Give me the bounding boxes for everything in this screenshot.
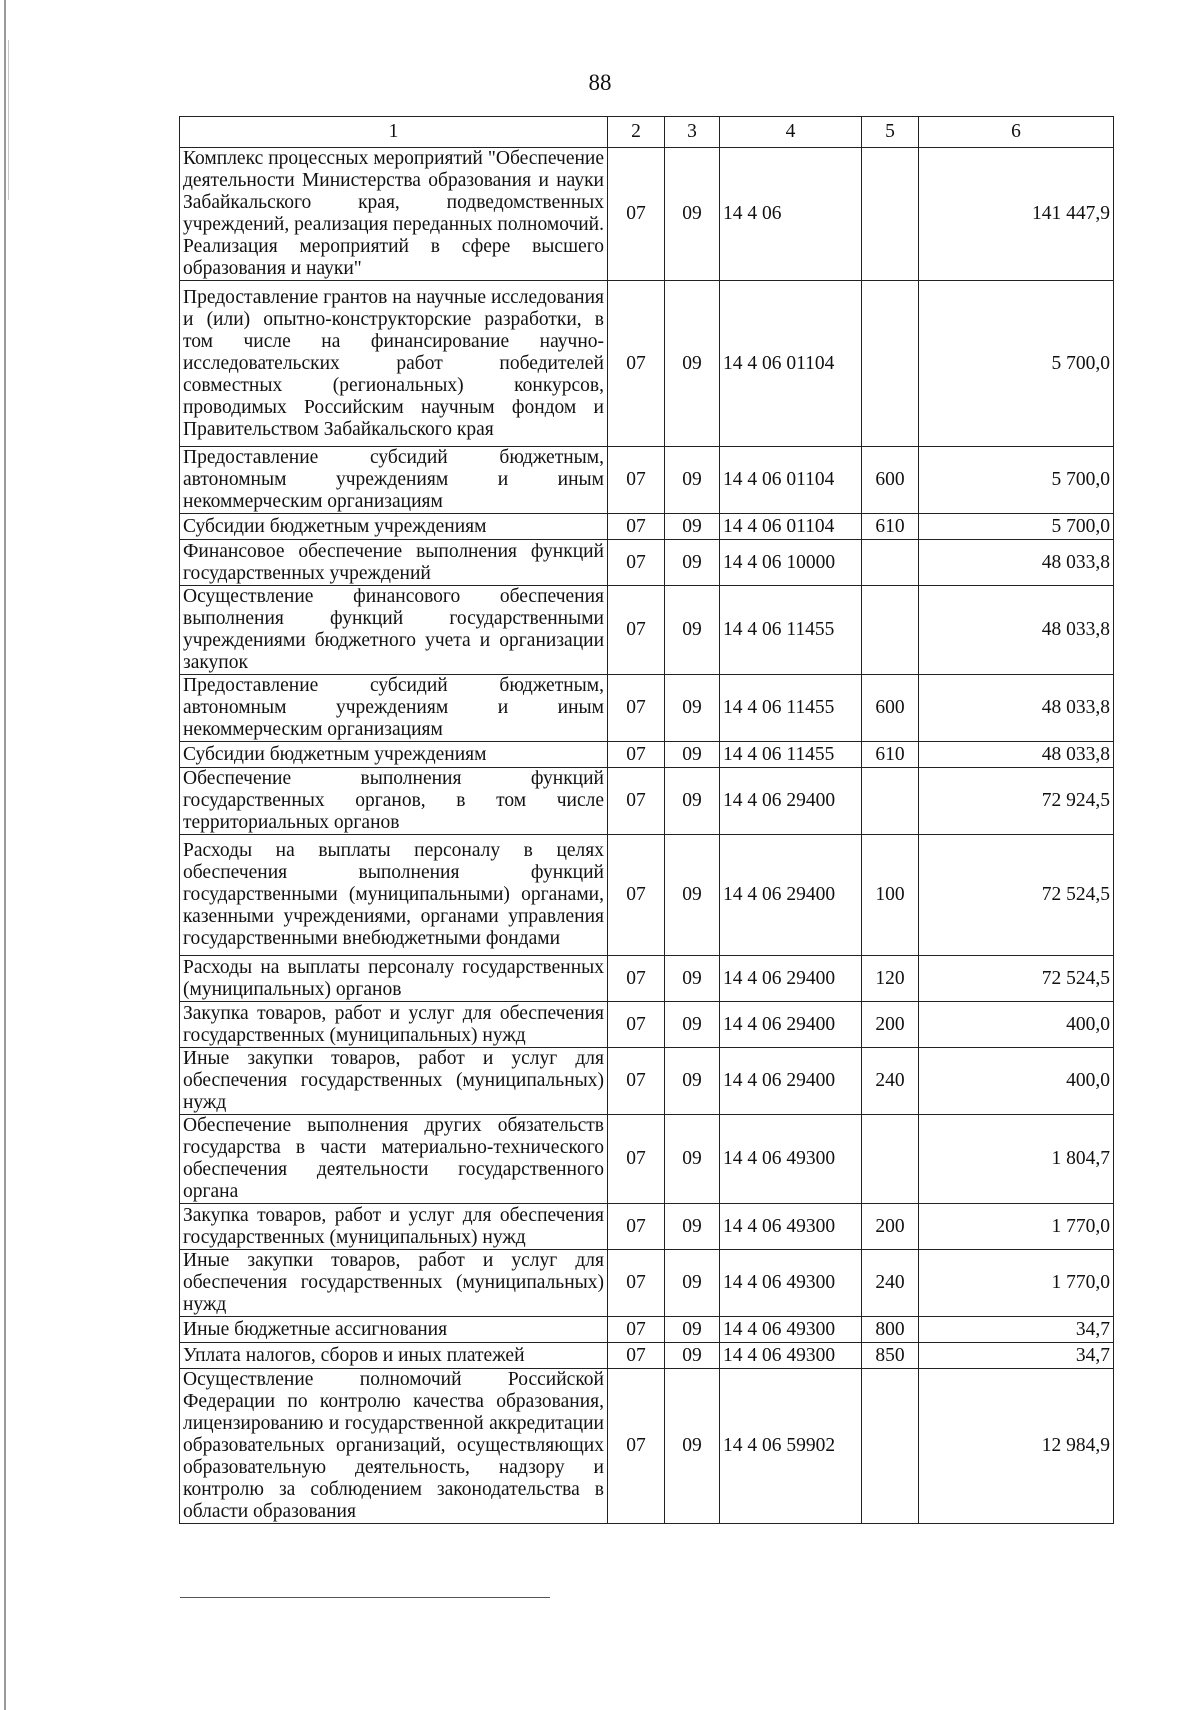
row-target-article: 14 4 06 59902 bbox=[720, 1369, 862, 1524]
table-row bbox=[180, 540, 1114, 586]
row-section: 07 bbox=[608, 1343, 665, 1369]
row-expense-type bbox=[862, 148, 919, 281]
row-subsection: 09 bbox=[665, 1317, 720, 1343]
row-subsection: 09 bbox=[665, 1250, 720, 1317]
row-target-article: 14 4 06 11455 bbox=[720, 586, 862, 675]
row-expense-type bbox=[862, 768, 919, 835]
row-target-article: 14 4 06 01104 bbox=[720, 514, 862, 540]
row-amount: 12 984,9 bbox=[919, 1369, 1114, 1524]
row-target-article: 14 4 06 29400 bbox=[720, 1048, 862, 1115]
row-expense-type: 240 bbox=[862, 1048, 919, 1115]
row-name: Осуществление финансового обеспечения выполнения функций государственными учреждениями бюджетного учета и организации закупок bbox=[180, 586, 608, 675]
row-expense-type: 600 bbox=[862, 447, 919, 514]
row-expense-type bbox=[862, 1369, 919, 1524]
table-row bbox=[180, 956, 1114, 1002]
row-name: Расходы на выплаты персоналу государственных (муниципальных) органов bbox=[180, 956, 608, 1002]
row-amount: 5 700,0 bbox=[919, 447, 1114, 514]
row-amount: 48 033,8 bbox=[919, 586, 1114, 675]
row-section: 07 bbox=[608, 956, 665, 1002]
row-name: Финансовое обеспечение выполнения функций государственных учреждений bbox=[180, 540, 608, 586]
row-subsection: 09 bbox=[665, 742, 720, 768]
row-amount: 72 524,5 bbox=[919, 956, 1114, 1002]
row-subsection: 09 bbox=[665, 586, 720, 675]
table-row bbox=[180, 1343, 1114, 1369]
scan-edge-line bbox=[8, 40, 9, 200]
row-section: 07 bbox=[608, 835, 665, 956]
row-amount: 1 770,0 bbox=[919, 1204, 1114, 1250]
row-amount: 1 804,7 bbox=[919, 1115, 1114, 1204]
row-section: 07 bbox=[608, 1369, 665, 1524]
row-target-article: 14 4 06 49300 bbox=[720, 1204, 862, 1250]
row-name: Закупка товаров, работ и услуг для обеспечения государственных (муниципальных) нужд bbox=[180, 1002, 608, 1048]
row-section: 07 bbox=[608, 586, 665, 675]
row-name: Осуществление полномочий Российской Федерации по контролю качества образования, лицензированию и государственной аккредитации образовательных организаций, осуществляющих образовательную деятельность, надзору и контролю за соблюдением законодательства в области образования bbox=[180, 1369, 608, 1524]
row-section: 07 bbox=[608, 768, 665, 835]
row-expense-type: 850 bbox=[862, 1343, 919, 1369]
row-section: 07 bbox=[608, 1317, 665, 1343]
page-number: 88 bbox=[588, 70, 612, 95]
row-section: 07 bbox=[608, 447, 665, 514]
col-header-section: 2 bbox=[608, 117, 665, 148]
row-amount: 72 924,5 bbox=[919, 768, 1114, 835]
table-row bbox=[180, 675, 1114, 742]
row-section: 07 bbox=[608, 675, 665, 742]
row-amount: 141 447,9 bbox=[919, 148, 1114, 281]
col-header-name: 1 bbox=[180, 117, 608, 148]
row-section: 07 bbox=[608, 540, 665, 586]
row-subsection: 09 bbox=[665, 768, 720, 835]
row-expense-type: 200 bbox=[862, 1204, 919, 1250]
row-subsection: 09 bbox=[665, 1115, 720, 1204]
row-name: Уплата налогов, сборов и иных платежей bbox=[180, 1343, 608, 1369]
row-target-article: 14 4 06 49300 bbox=[720, 1317, 862, 1343]
row-subsection: 09 bbox=[665, 835, 720, 956]
row-subsection: 09 bbox=[665, 514, 720, 540]
row-name: Иные бюджетные ассигнования bbox=[180, 1317, 608, 1343]
row-subsection: 09 bbox=[665, 956, 720, 1002]
table-row bbox=[180, 1204, 1114, 1250]
row-name: Предоставление субсидий бюджетным, автономным учреждениям и иным некоммерческим организациям bbox=[180, 675, 608, 742]
row-target-article: 14 4 06 bbox=[720, 148, 862, 281]
row-section: 07 bbox=[608, 514, 665, 540]
row-expense-type: 800 bbox=[862, 1317, 919, 1343]
row-target-article: 14 4 06 29400 bbox=[720, 835, 862, 956]
row-target-article: 14 4 06 10000 bbox=[720, 540, 862, 586]
row-subsection: 09 bbox=[665, 1369, 720, 1524]
row-section: 07 bbox=[608, 1115, 665, 1204]
row-target-article: 14 4 06 01104 bbox=[720, 281, 862, 447]
row-amount: 5 700,0 bbox=[919, 514, 1114, 540]
row-name: Иные закупки товаров, работ и услуг для обеспечения государственных (муниципальных) нужд bbox=[180, 1048, 608, 1115]
row-name: Предоставление субсидий бюджетным, автономным учреждениям и иным некоммерческим организациям bbox=[180, 447, 608, 514]
row-section: 07 bbox=[608, 148, 665, 281]
row-subsection: 09 bbox=[665, 1002, 720, 1048]
row-section: 07 bbox=[608, 1204, 665, 1250]
row-name: Расходы на выплаты персоналу в целях обеспечения выполнения функций государственными (муниципальными) органами, казенными учреждениями, органами управления государственными внебюджетными фондами bbox=[180, 835, 608, 956]
row-target-article: 14 4 06 01104 bbox=[720, 447, 862, 514]
budget-table bbox=[179, 116, 1114, 1524]
header-row bbox=[180, 117, 1114, 148]
table-row bbox=[180, 742, 1114, 768]
row-expense-type: 610 bbox=[862, 742, 919, 768]
table-row bbox=[180, 1317, 1114, 1343]
col-header-target-article: 4 bbox=[720, 117, 862, 148]
col-header-expense-type: 5 bbox=[862, 117, 919, 148]
row-subsection: 09 bbox=[665, 148, 720, 281]
row-subsection: 09 bbox=[665, 1343, 720, 1369]
row-amount: 48 033,8 bbox=[919, 742, 1114, 768]
row-amount: 48 033,8 bbox=[919, 540, 1114, 586]
row-expense-type bbox=[862, 281, 919, 447]
row-subsection: 09 bbox=[665, 281, 720, 447]
row-amount: 5 700,0 bbox=[919, 281, 1114, 447]
row-name: Субсидии бюджетным учреждениям bbox=[180, 514, 608, 540]
row-expense-type: 240 bbox=[862, 1250, 919, 1317]
row-target-article: 14 4 06 29400 bbox=[720, 1002, 862, 1048]
row-subsection: 09 bbox=[665, 540, 720, 586]
row-section: 07 bbox=[608, 1002, 665, 1048]
row-name: Иные закупки товаров, работ и услуг для обеспечения государственных (муниципальных) нужд bbox=[180, 1250, 608, 1317]
row-subsection: 09 bbox=[665, 1048, 720, 1115]
col-header-subsection: 3 bbox=[665, 117, 720, 148]
row-name: Закупка товаров, работ и услуг для обеспечения государственных (муниципальных) нужд bbox=[180, 1204, 608, 1250]
row-amount: 34,7 bbox=[919, 1343, 1114, 1369]
row-name: Обеспечение выполнения других обязательств государства в части материально-технического обеспечения деятельности государственного органа bbox=[180, 1115, 608, 1204]
row-subsection: 09 bbox=[665, 447, 720, 514]
row-amount: 48 033,8 bbox=[919, 675, 1114, 742]
table-row bbox=[180, 1250, 1114, 1317]
table-row bbox=[180, 514, 1114, 540]
bottom-divider bbox=[180, 1597, 550, 1598]
row-expense-type: 100 bbox=[862, 835, 919, 956]
row-target-article: 14 4 06 11455 bbox=[720, 742, 862, 768]
row-amount: 400,0 bbox=[919, 1002, 1114, 1048]
row-section: 07 bbox=[608, 1048, 665, 1115]
row-target-article: 14 4 06 29400 bbox=[720, 768, 862, 835]
table-row bbox=[180, 148, 1114, 281]
row-amount: 400,0 bbox=[919, 1048, 1114, 1115]
row-target-article: 14 4 06 49300 bbox=[720, 1115, 862, 1204]
row-subsection: 09 bbox=[665, 1204, 720, 1250]
table-row bbox=[180, 447, 1114, 514]
row-subsection: 09 bbox=[665, 675, 720, 742]
row-expense-type bbox=[862, 1115, 919, 1204]
row-expense-type: 200 bbox=[862, 1002, 919, 1048]
row-name: Комплекс процессных мероприятий "Обеспечение деятельности Министерства образования и науки Забайкальского края, подведомственных учреждений, реализация переданных полномочий. Реализация мероприятий в сфере высшего образования и науки" bbox=[180, 148, 608, 281]
row-name: Субсидии бюджетным учреждениям bbox=[180, 742, 608, 768]
row-section: 07 bbox=[608, 281, 665, 447]
table-row bbox=[180, 1115, 1114, 1204]
row-expense-type: 120 bbox=[862, 956, 919, 1002]
table-row bbox=[180, 586, 1114, 675]
table-row bbox=[180, 1048, 1114, 1115]
row-target-article: 14 4 06 29400 bbox=[720, 956, 862, 1002]
table-row bbox=[180, 768, 1114, 835]
row-section: 07 bbox=[608, 742, 665, 768]
scan-edge-line bbox=[4, 0, 6, 1710]
row-target-article: 14 4 06 49300 bbox=[720, 1250, 862, 1317]
row-amount: 1 770,0 bbox=[919, 1250, 1114, 1317]
row-amount: 34,7 bbox=[919, 1317, 1114, 1343]
row-name: Предоставление грантов на научные исследования и (или) опытно-конструкторские разработки, в том числе на финансирование научно-исследовательских работ победителей совместных (региональных) конкурсов, проводимых Российским научным фондом и Правительством Забайкальского края bbox=[180, 281, 608, 447]
row-target-article: 14 4 06 49300 bbox=[720, 1343, 862, 1369]
table-row bbox=[180, 281, 1114, 447]
table-row bbox=[180, 1002, 1114, 1048]
row-expense-type: 610 bbox=[862, 514, 919, 540]
row-target-article: 14 4 06 11455 bbox=[720, 675, 862, 742]
table-row bbox=[180, 835, 1114, 956]
row-amount: 72 524,5 bbox=[919, 835, 1114, 956]
row-section: 07 bbox=[608, 1250, 665, 1317]
col-header-amount: 6 bbox=[919, 117, 1114, 148]
row-expense-type: 600 bbox=[862, 675, 919, 742]
row-expense-type bbox=[862, 540, 919, 586]
table-row bbox=[180, 1369, 1114, 1524]
row-expense-type bbox=[862, 586, 919, 675]
row-name: Обеспечение выполнения функций государственных органов, в том числе территориальных органов bbox=[180, 768, 608, 835]
